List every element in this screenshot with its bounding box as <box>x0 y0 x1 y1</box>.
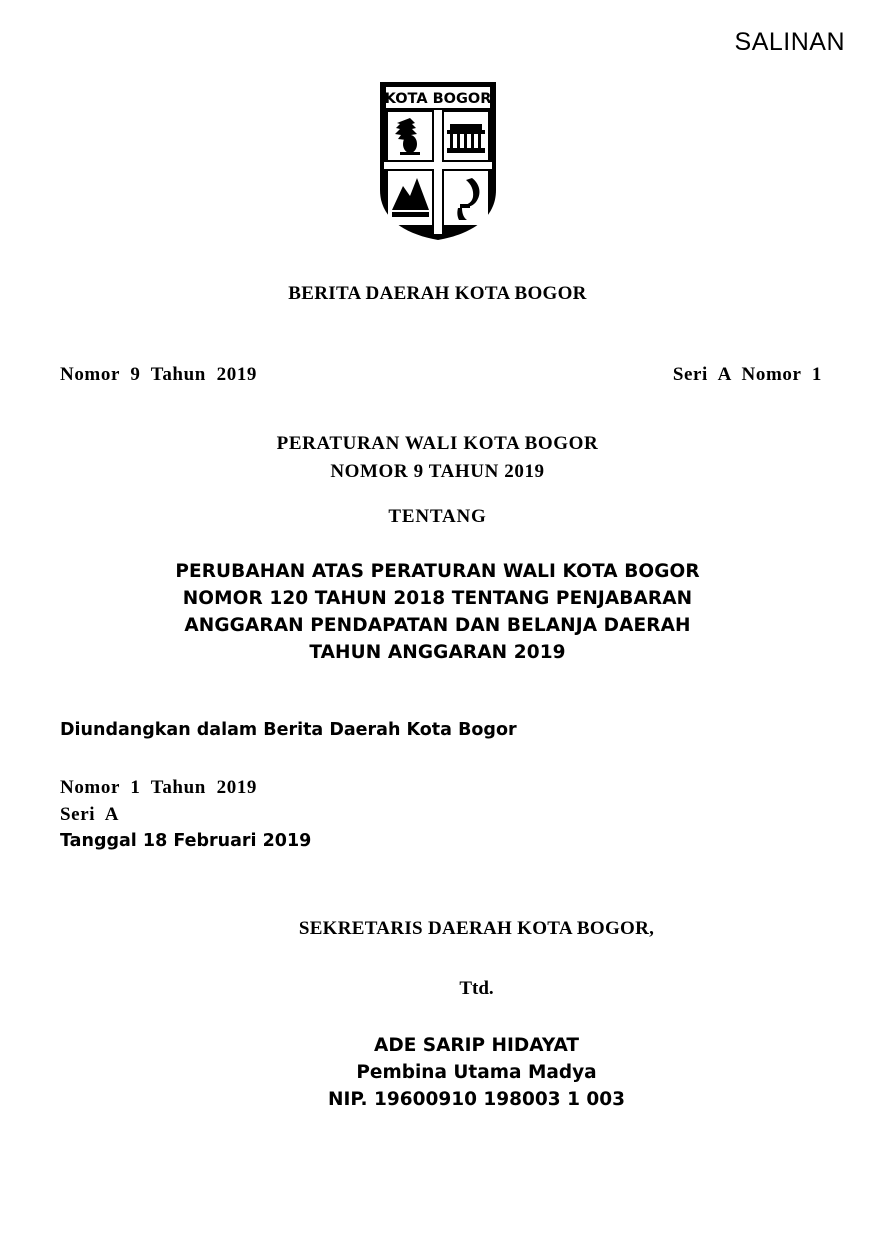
promulgation-nomor: Nomor 1 Tahun 2019 <box>60 777 258 798</box>
regulation-subject-line4: TAHUN ANGGARAN 2019 <box>309 642 566 663</box>
signatory-details <box>0 1032 875 1113</box>
regulation-heading-line1: PERATURAN WALI KOTA BOGOR <box>276 433 599 454</box>
kota-bogor-crest-icon <box>376 78 500 243</box>
signatory-name: ADE SARIP HIDAYAT <box>374 1035 579 1056</box>
signatory-position: SEKRETARIS DAERAH KOTA BOGOR, <box>298 918 655 939</box>
salinan-stamp: SALINAN <box>734 28 845 56</box>
regulation-heading-line2: NOMOR 9 TAHUN 2019 <box>330 461 545 482</box>
signatory-nip: NIP. 19600910 198003 1 003 <box>327 1089 626 1110</box>
regulation-heading <box>0 430 875 486</box>
signature-block <box>0 918 875 1113</box>
regulation-subject-line3: ANGGARAN PENDAPATAN DAN BELANJA DAERAH <box>184 615 691 636</box>
signatory-rank: Pembina Utama Madya <box>356 1062 597 1083</box>
promulgation-details <box>60 774 311 855</box>
gazette-number-right: Seri A Nomor 1 <box>672 364 822 385</box>
gazette-number-left: Nomor 9 Tahun 2019 <box>60 364 258 385</box>
promulgation-heading: Diundangkan dalam Berita Daerah Kota Bogor <box>60 720 517 740</box>
gazette-number-row <box>60 364 822 386</box>
regulation-subject-line1: PERUBAHAN ATAS PERATURAN WALI KOTA BOGOR <box>175 561 700 582</box>
regulation-subject-line2: NOMOR 120 TAHUN 2018 TENTANG PENJABARAN <box>182 588 693 609</box>
promulgation-tanggal: Tanggal 18 Februari 2019 <box>60 831 312 851</box>
about-label: TENTANG <box>388 506 487 527</box>
svg-text:KOTA BOGOR: KOTA BOGOR <box>384 91 491 107</box>
signed-mark: Ttd. <box>459 978 494 999</box>
gazette-title: BERITA DAERAH KOTA BOGOR <box>288 283 587 304</box>
promulgation-seri: Seri A <box>60 804 120 825</box>
coat-of-arms-container <box>0 78 875 243</box>
regulation-subject <box>0 558 875 666</box>
